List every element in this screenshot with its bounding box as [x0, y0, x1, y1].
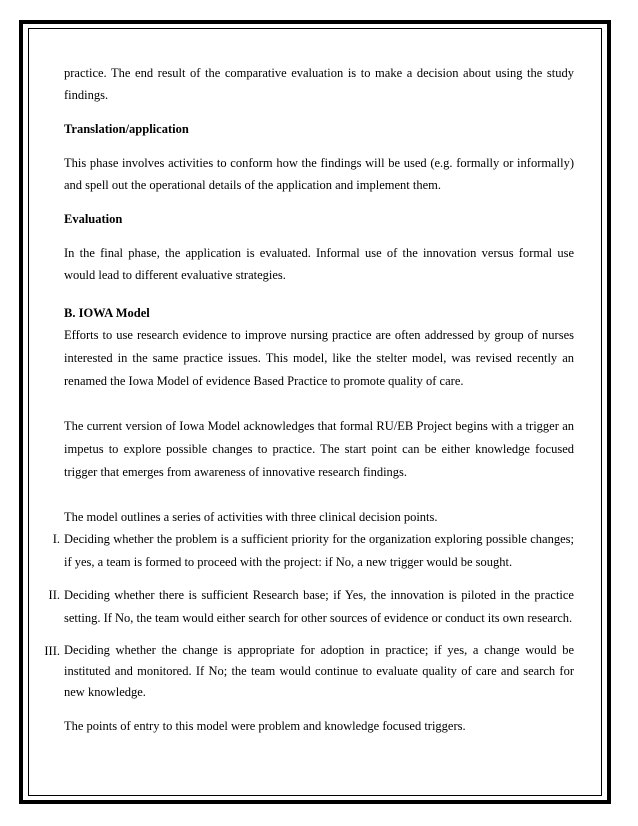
paragraph-evaluation: In the final phase, the application is evaluated. Informal use of the innovation versus formal use would lead to different evaluative strategies. — [64, 246, 574, 282]
list-text: Deciding whether there is sufficient Research base; if Yes, the innovation is piloted in the practice setting. If No, the team would either search for other sources of evidence or conduct its own research. — [64, 588, 574, 625]
list-text: Deciding whether the problem is a sufficient priority for the organization exploring possible changes; if yes, a team is formed to proceed with the project: if No, a new trigger would be sought. — [64, 532, 574, 569]
paragraph-final: The points of entry to this model were problem and knowledge focused triggers. — [64, 719, 466, 733]
list-number: II. — [48, 588, 60, 602]
heading-translation: Translation/application — [64, 122, 189, 136]
list-text: Deciding whether the change is appropriate for adoption in practice; if yes, a change would be instituted and monitored. If No; the team would continue to evaluate quality of care and search for new knowledge. — [64, 643, 574, 699]
paragraph-iowa-1: Efforts to use research evidence to improve nursing practice are often addressed by group of nurses interested in the same practice issues. This model, like the stelter model, was revised recently an renamed the Iowa Model of evidence Based Practice to promote quality of care. — [64, 328, 574, 388]
paragraph-iowa-2: The current version of Iowa Model acknowledges that formal RU/EB Project begins with a trigger an impetus to explore possible changes to practice. The start point can be either knowledge focused trigger that emerges from awareness of innovative research findings. — [64, 419, 574, 479]
list-number: I. — [52, 532, 60, 546]
document-body — [44, 62, 574, 737]
list-item — [48, 584, 574, 630]
heading-evaluation: Evaluation — [64, 212, 123, 226]
list-item — [52, 528, 574, 574]
paragraph-translation: This phase involves activities to conform how the findings will be used (e.g. formally or informally) and spell out the operational details of the application and implement them. — [64, 156, 574, 192]
list-item — [44, 640, 574, 703]
paragraph-intro: practice. The end result of the comparative evaluation is to make a decision about using the study findings. — [64, 66, 574, 102]
paragraph-iowa-3: The model outlines a series of activities with three clinical decision points. — [64, 510, 438, 524]
list-number: III. — [44, 644, 60, 658]
heading-iowa-model: B. IOWA Model — [64, 306, 150, 320]
